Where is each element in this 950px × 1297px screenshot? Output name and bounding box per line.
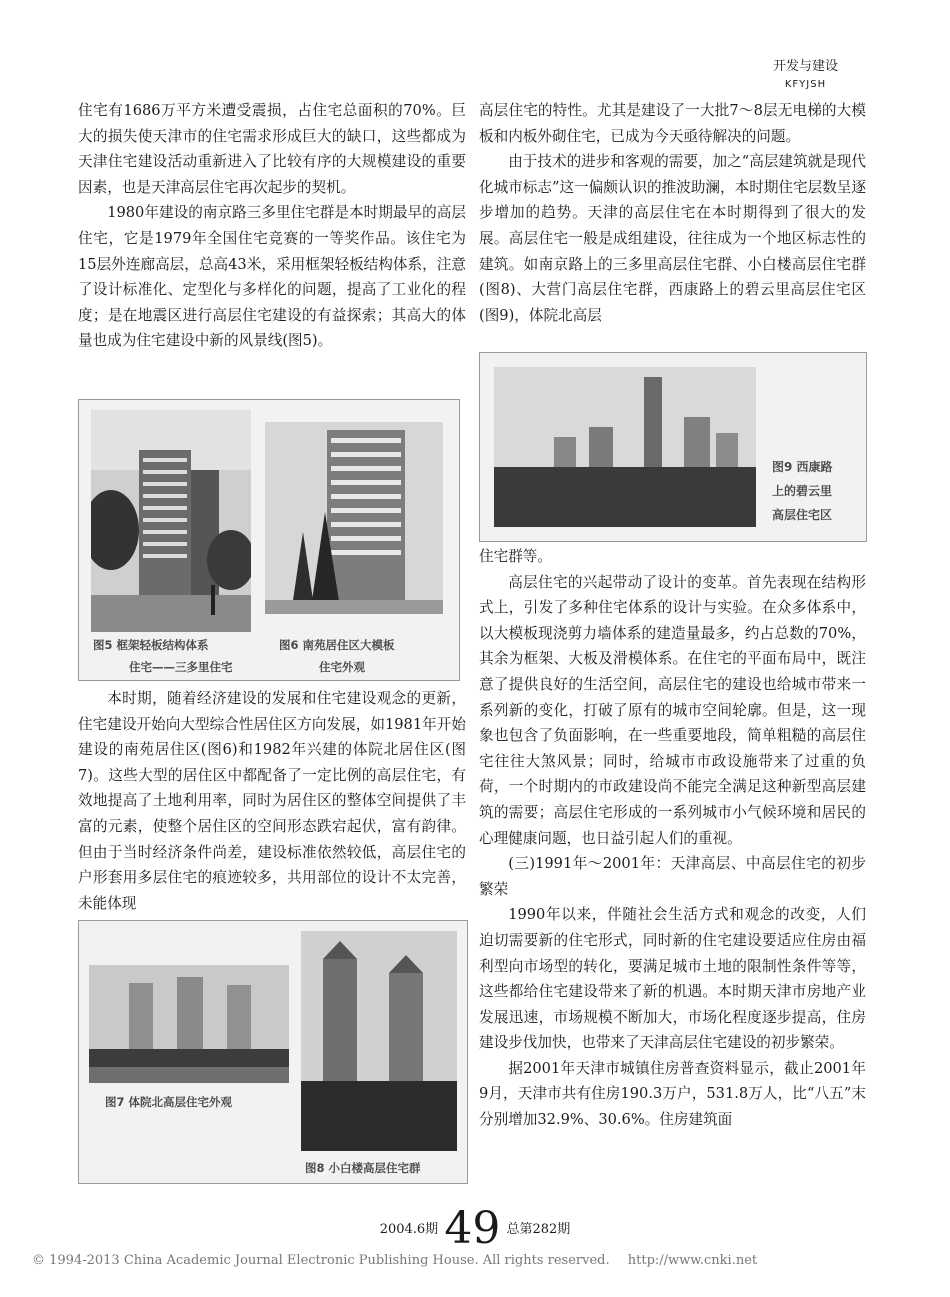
issue-label: 2004.6期	[379, 1222, 439, 1237]
paragraph: 1990年以来，伴随社会生活方式和观念的改变，人们迫切需要新的住宅形式，同时新的住宅建设要适应住房由福利型向市场型的转化，要满足城市土地的限制性条件等等，这些都给住宅建设带来了新的机遇。本时期天津市房地产业发展迅速，市场规模不断加大，市场化程度逐步提高，住房建设步伐加快，也带来了天津高层住宅建设的初步繁荣。	[479, 906, 866, 1052]
section-heading: (三)1991年～2001年：天津高层、中高层住宅的初步繁荣	[479, 855, 866, 898]
paragraph: 本时期，随着经济建设的发展和住宅建设观念的更新，住宅建设开始向大型综合性居住区方向发展，如1981年开始建设的南苑居住区(图6)和1982年兴建的体院北居住区(图7)。这些大型的居住区中都配备了一定比例的高层住宅，有效地提高了土地利用率，同时为居住区的整体空间提供了丰富的元素，使整个居住区的空间形态跌宕起伏，富有韵律。但由于当时经济条件尚差，建设标准依然较低，高层住宅的户形套用多层住宅的痕迹较多，共用部位的设计不太完善，未能体现	[78, 690, 466, 912]
paragraph: 据2001年天津市城镇住房普查资料显示，截止2001年9月，天津市共有住房190.3万户，531.8万人，比“八五”末分别增加32.9%、30.6%。住房建筑面	[479, 1059, 866, 1129]
paragraph: 住宅群等。	[479, 548, 552, 565]
caption-fig9: 图9 西康路 上的碧云里 高层住宅区	[772, 460, 833, 522]
figure-9	[479, 352, 867, 542]
left-column-top	[78, 98, 466, 354]
paragraph: 高层住宅的兴起带动了设计的变革。首先表现在结构形式上，引发了多种住宅体系的设计与实验。在众多体系中，以大模板现浇剪力墙体系的建造量最多，约占总数的70%，其余为框架、大板及滑模体系。在住宅的平面布局中，既注意了提供良好的生活空间，高层住宅的建设也给城市带来一系列新的变化，打破了原有的城市空间轮廓。但是，这一现象也包含了负面影响，在一些重要地段，简单粗糙的高层住宅往往大煞风景；同时，给城市市政设施带来了过重的负荷，一个时期内的市政建设尚不能完全满足这种新型高层建筑的需要；高层住宅形成的一系列城市小气候环境和居民的心理健康问题，也日益引起人们的重视。	[479, 573, 866, 847]
copyright-url[interactable]: http://www.cnki.net	[627, 1253, 758, 1268]
photo-fig8	[301, 931, 457, 1151]
page-footer	[0, 1203, 950, 1254]
page-number: 49	[444, 1203, 501, 1254]
right-column-top	[479, 98, 866, 328]
copyright-line	[32, 1253, 757, 1268]
figure-7-8	[78, 920, 468, 1184]
caption-fig7: 图7 体院北高层住宅外观	[105, 1095, 233, 1109]
caption-fig5: 图5 框架轻板结构体系 住宅——三多里住宅	[93, 638, 233, 674]
left-column-bottom	[78, 686, 466, 916]
photo-fig9	[494, 367, 756, 527]
paragraph: 住宅有1686万平方米遭受震损，占住宅总面积的70%。巨大的损失使天津市的住宅需求形成巨大的缺口，这些都成为天津住宅建设活动重新进入了比较有序的大规模建设的重要因素，也是天津高层住宅再次起步的契机。	[78, 102, 466, 196]
right-column-bottom	[479, 544, 866, 1133]
paragraph: 由于技术的进步和客观的需要，加之“高层建筑就是现代化城市标志”这一偏颇认识的推波助澜，本时期住宅层数呈逐步增加的趋势。天津的高层住宅在本时期得到了很大的发展。高层住宅一般是成组建设，往往成为一个地区标志性的建筑。如南京路上的三多里高层住宅群、小白楼高层住宅群(图8)、大营门高层住宅群，西康路上的碧云里高层住宅区(图9)，体院北高层	[479, 153, 866, 324]
photo-fig6	[265, 422, 443, 614]
running-header	[773, 58, 838, 94]
caption-fig6: 图6 南苑居住区大模板 住宅外观	[279, 638, 395, 674]
figure-5-6	[78, 399, 460, 681]
header-title: 开发与建设	[772, 59, 838, 74]
paragraph: 高层住宅的特性。尤其是建设了一大批7～8层无电梯的大模板和内板外砌住宅，已成为今天亟待解决的问题。	[479, 102, 866, 145]
photo-fig5	[91, 410, 251, 632]
total-issue-label: 总第282期	[506, 1222, 571, 1237]
caption-fig8: 图8 小白楼高层住宅群	[305, 1161, 421, 1175]
photo-fig7	[89, 965, 289, 1083]
paragraph: 1980年建设的南京路三多里住宅群是本时期最早的高层住宅，它是1979年全国住宅竞赛的一等奖作品。该住宅为15层外连廊高层，总高43米，采用框架轻板结构体系，注意了设计标准化、定型化与多样化的问题，提高了工业化的程度；是在地震区进行高层住宅建设的有益探索；其高大的体量也成为住宅建设中新的风景线(图5)。	[78, 204, 466, 350]
header-code: KFYJSH	[784, 79, 827, 90]
copyright-text: © 1994-2013 China Academic Journal Electronic Publishing House. All rights reserved.	[32, 1253, 610, 1268]
